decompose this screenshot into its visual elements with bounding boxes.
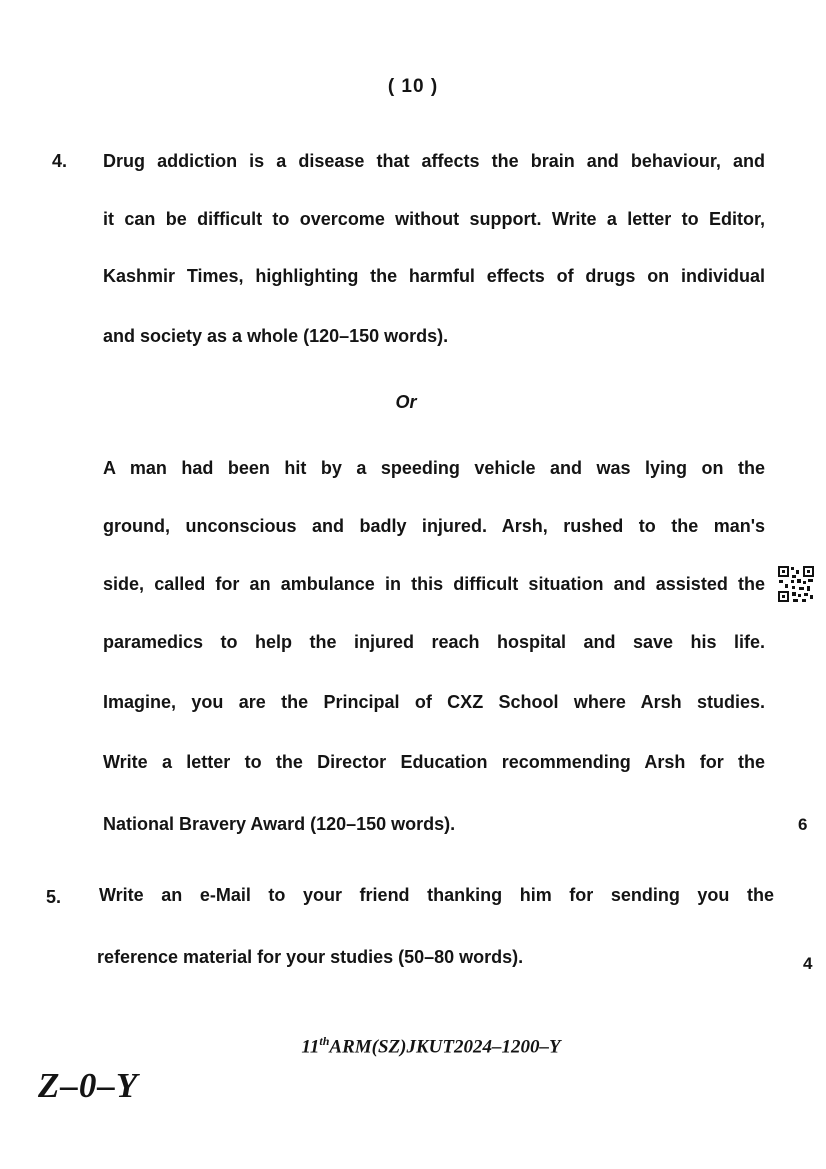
paper-code-rest: ARM(SZ)JKUT2024–1200–Y: [329, 1036, 561, 1058]
qr-code-icon: [777, 565, 815, 603]
question-4-alt-line-1: A man had been hit by a speeding vehicle and was lying on the: [103, 458, 765, 478]
question-4-number: 4.: [52, 151, 68, 171]
paper-code-prefix: 11: [301, 1036, 320, 1058]
question-4-marks: 6: [798, 815, 808, 834]
page-number: ( 10 ): [387, 76, 439, 97]
question-5-number: 5.: [46, 887, 62, 907]
question-4-line-3: Kashmir Times, highlighting the harmful effects of drugs on individual: [103, 266, 765, 286]
question-4-alt-line-5: Imagine, you are the Principal of CXZ School where Arsh studies.: [103, 692, 765, 712]
question-4-alt-line-4: paramedics to help the injured reach hospital and save his life.: [103, 632, 765, 652]
paper-code-sup: th: [319, 1034, 330, 1048]
paper-code: [0, 1034, 826, 1058]
question-5-line-2: reference material for your studies (50–80 words).: [97, 947, 524, 967]
series-code: Z–0–Y: [38, 1066, 139, 1105]
question-4-line-2: it can be difficult to overcome without support. Write a letter to Editor,: [103, 209, 765, 229]
question-4-alt-line-7: National Bravery Award (120–150 words).: [103, 814, 456, 834]
question-4-alt-line-6: Write a letter to the Director Education recommending Arsh for the: [103, 752, 765, 772]
question-4-line-1: Drug addiction is a disease that affects the brain and behaviour, and: [103, 151, 765, 171]
question-4-alt-line-3: side, called for an ambulance in this difficult situation and assisted the: [103, 574, 765, 594]
question-4-line-4: and society as a whole (120–150 words).: [103, 326, 449, 346]
question-5-line-1: Write an e-Mail to your friend thanking him for sending you the: [99, 885, 774, 905]
question-5-marks: 4: [803, 954, 813, 973]
question-4-alt-line-2: ground, unconscious and badly injured. Arsh, rushed to the man's: [103, 516, 765, 536]
or-separator: Or: [395, 392, 417, 412]
